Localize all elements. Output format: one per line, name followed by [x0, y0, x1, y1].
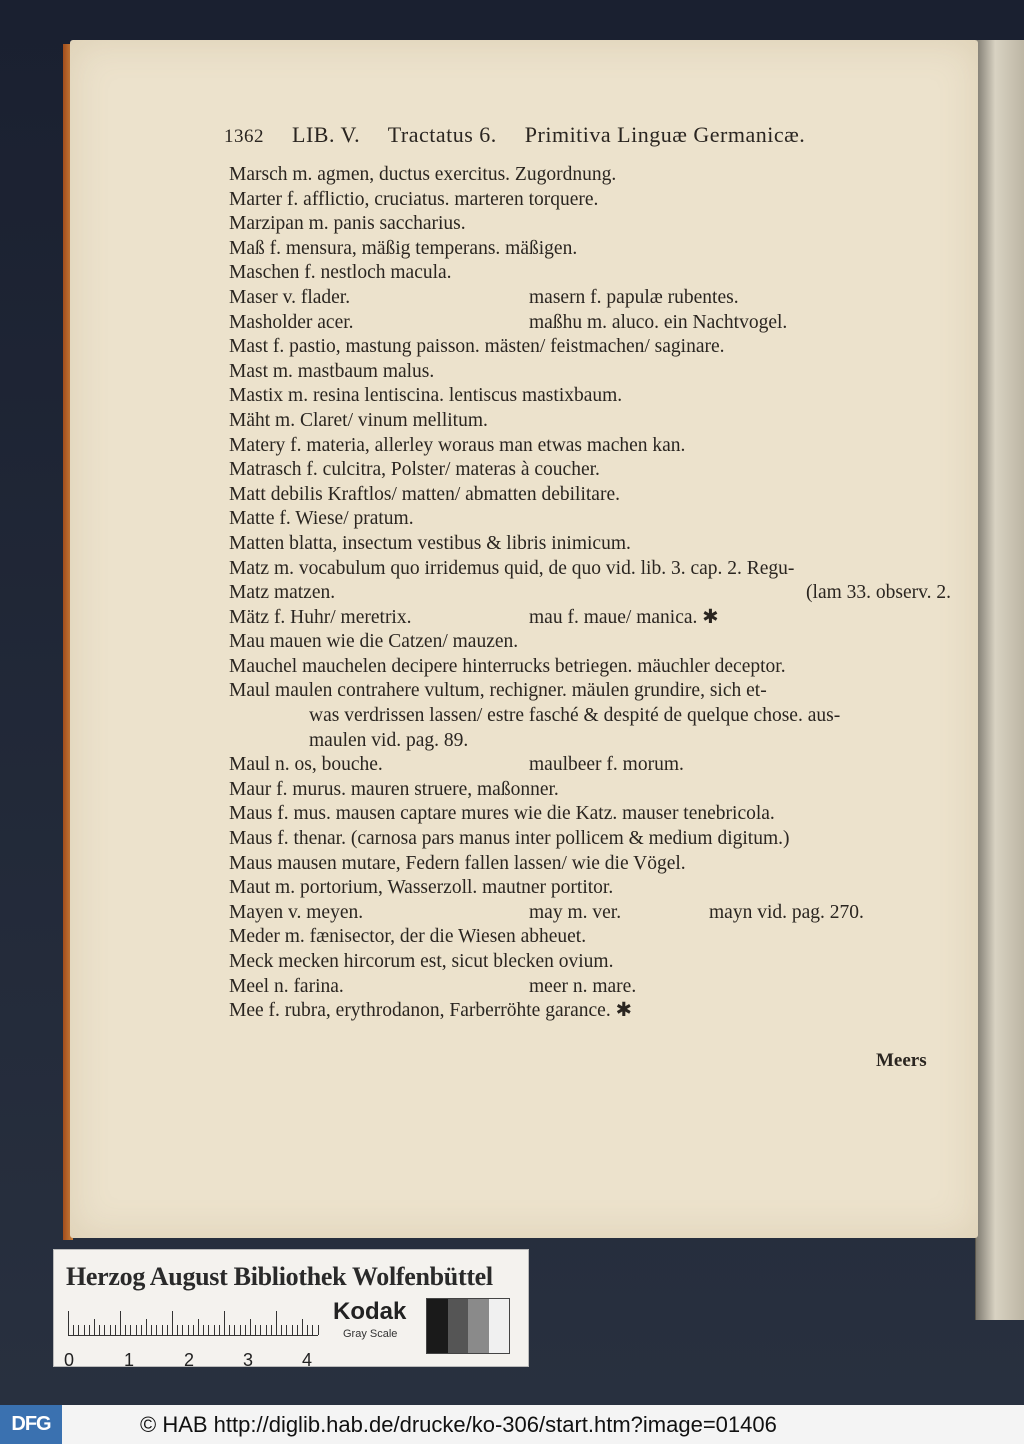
running-head-treatise: Tractatus 6.: [387, 122, 497, 147]
entry-line: [229, 311, 959, 336]
entry-line: [229, 188, 959, 213]
ruler-tick: [177, 1325, 178, 1335]
ruler-tick: [182, 1325, 183, 1335]
ruler-tick: [208, 1325, 209, 1335]
ruler-tick: [245, 1325, 246, 1335]
ruler-tick: [110, 1325, 111, 1335]
entry-text: Maser v. flader.: [229, 286, 351, 308]
ruler-number: 3: [243, 1350, 254, 1370]
ruler-tick: [219, 1325, 220, 1335]
gray-scale-label: Gray Scale: [343, 1328, 398, 1340]
entry-text: Mätz f. Huhr/ meretrix.: [229, 606, 412, 628]
ruler-tick: [130, 1325, 131, 1335]
ruler-tick: [89, 1325, 90, 1335]
ruler-tick: [286, 1325, 287, 1335]
ruler-tick: [302, 1319, 303, 1335]
ruler-tick: [151, 1325, 152, 1335]
entry-text: Maus f. mus. mausen captare mures wie die Katz. mauser tenebricola.: [229, 803, 775, 825]
running-head: [224, 122, 827, 148]
swatch-light: [489, 1299, 510, 1353]
ruler-tick: [312, 1325, 313, 1335]
entry-text: Matz matzen.: [229, 582, 336, 604]
ruler-tick: [240, 1325, 241, 1335]
ruler-tick: [94, 1319, 95, 1335]
entry-line: [229, 876, 959, 901]
dfg-logo: DFG: [0, 1405, 62, 1444]
entry-line: [229, 458, 959, 483]
entry-line: [229, 557, 959, 582]
entry-text: Mast f. pastio, mastung paisson. mästen/ feistmachen/ saginare.: [229, 336, 725, 358]
entry-line: [229, 802, 959, 827]
entry-line: [229, 163, 959, 188]
ruler-tick: [193, 1325, 194, 1335]
catchword: Meers: [876, 1050, 927, 1071]
entry-text: Meder m. fænisector, der die Wiesen abheuet.: [229, 926, 587, 948]
entry-line: [229, 655, 959, 680]
ruler-tick: [214, 1325, 215, 1335]
entry-text: Maur f. murus. mauren struere, maßonner.: [229, 778, 559, 800]
entry-text: Maschen f. nestloch macula.: [229, 262, 452, 284]
entry-line: [229, 237, 959, 262]
entry-second-column: masern f. papulæ rubentes.: [529, 286, 739, 308]
entry-text: Marsch m. agmen, ductus exercitus. Zugordnung.: [229, 164, 617, 185]
ruler-tick: [281, 1325, 282, 1335]
swatch-black: [427, 1299, 448, 1353]
gray-scale-swatches: [426, 1298, 510, 1354]
ruler-tick: [115, 1325, 116, 1335]
entry-text: Matz m. vocabulum quo irridemus quid, de quo vid. lib. 3. cap. 2. Regu-: [229, 557, 795, 579]
ruler-tick: [234, 1325, 235, 1335]
entry-text: Maß f. mensura, mäßig temperans. mäßigen.: [229, 237, 578, 259]
entry-line: [229, 286, 959, 311]
entry-line: [229, 261, 959, 286]
entry-text: was verdrissen lassen/ estre fasché & despité de quelque chose. aus-: [309, 705, 841, 727]
entry-line: [229, 925, 959, 950]
ruler-tick: [297, 1325, 298, 1335]
entry-line: [229, 852, 959, 877]
ruler-tick: [78, 1325, 79, 1335]
entry-line: [229, 384, 959, 409]
entry-text: Mast m. mastbaum malus.: [229, 360, 435, 382]
entry-text: Meck mecken hircorum est, sicut blecken ovium.: [229, 951, 614, 972]
source-url[interactable]: © HAB http://diglib.hab.de/drucke/ko-306/start.htm?image=01406: [140, 1412, 777, 1437]
ruler-tick: [156, 1325, 157, 1335]
ruler-tick: [250, 1319, 251, 1335]
swatch-dark: [448, 1299, 469, 1353]
entry-line: [229, 999, 959, 1024]
entry-text: Matte f. Wiese/ pratum.: [229, 508, 414, 530]
entry-line: [229, 360, 959, 385]
ruler-tick: [271, 1325, 272, 1335]
entry-second-column: mau f. maue/ manica. ✱: [529, 606, 719, 628]
swatch-mid: [468, 1299, 489, 1353]
entry-line: [229, 212, 959, 237]
ruler-tick: [68, 1311, 69, 1335]
measurement-ruler: [68, 1310, 318, 1336]
ruler-tick: [172, 1311, 173, 1335]
entry-line: [229, 335, 959, 360]
ruler-tick: [104, 1325, 105, 1335]
page-number: 1362: [224, 126, 264, 147]
entry-line: [229, 630, 959, 655]
ruler-tick: [84, 1325, 85, 1335]
entry-line: [229, 532, 959, 557]
entry-line: [229, 950, 959, 975]
ruler-tick: [141, 1325, 142, 1335]
entry-text: Mauchel mauchelen decipere hinterrucks betriegen. mäuchler deceptor.: [229, 655, 786, 677]
ruler-tick: [99, 1325, 100, 1335]
entry-text: Maut m. portorium, Wasserzoll. mautner portitor.: [229, 877, 614, 899]
entry-text: Mayen v. meyen.: [229, 901, 364, 923]
entry-text: Maus mausen mutare, Federn fallen lassen/ wie die Vögel.: [229, 852, 686, 874]
entry-text: Maul n. os, bouche.: [229, 754, 383, 776]
ruler-tick: [198, 1319, 199, 1335]
ruler-number: 4: [302, 1350, 313, 1370]
entry-text: Mau mauen wie die Catzen/ mauzen.: [229, 631, 519, 653]
ruler-number: 0: [64, 1350, 75, 1370]
dictionary-entries: [229, 163, 959, 1024]
entry-line: [229, 679, 959, 704]
entry-second-column: may m. ver.: [529, 901, 622, 923]
ruler-tick: [266, 1325, 267, 1335]
entry-text: Maul maulen contrahere vultum, rechigner. mäulen grundire, sich et-: [229, 680, 767, 702]
entry-line: [229, 507, 959, 532]
entry-text: Matery f. materia, allerley woraus man etwas machen kan.: [229, 434, 686, 456]
ruler-tick: [136, 1325, 137, 1335]
entry-second-column: maßhu m. aluco. ein Nachtvogel.: [529, 311, 788, 333]
entry-text: Masholder acer.: [229, 311, 354, 333]
entry-text: Maus f. thenar. (carnosa pars manus inter pollicem & medium digitum.): [229, 828, 790, 850]
running-head-book: LIB. V.: [292, 122, 361, 147]
ruler-tick: [276, 1311, 277, 1335]
library-name: Herzog August Bibliothek Wolfenbüttel: [66, 1262, 493, 1291]
ruler-tick: [292, 1325, 293, 1335]
entry-right-continuation: (lam 33. observ. 2.: [806, 582, 951, 604]
ruler-tick: [318, 1325, 319, 1335]
entry-line: [229, 901, 959, 926]
entry-line: [229, 753, 959, 778]
entry-text: Matten blatta, insectum vestibus & libris inimicum.: [229, 532, 631, 554]
ruler-tick: [188, 1325, 189, 1335]
entry-text: Meel n. farina.: [229, 975, 344, 997]
adjacent-page-edge: [975, 40, 1024, 1320]
ruler-tick: [229, 1325, 230, 1335]
running-head-title: Primitiva Linguæ Germanicæ.: [524, 122, 806, 147]
ruler-tick: [260, 1325, 261, 1335]
ruler-tick: [307, 1325, 308, 1335]
entry-line: [229, 581, 959, 606]
entry-text: Mäht m. Claret/ vinum mellitum.: [229, 409, 488, 431]
entry-text: Matt debilis Kraftlos/ matten/ abmatten debilitare.: [229, 483, 620, 505]
entry-line: [229, 975, 959, 1000]
footer-bar: [0, 1405, 1024, 1444]
entry-line: [229, 827, 959, 852]
entry-text: Marter f. afflictio, cruciatus. marteren torquere.: [229, 188, 599, 210]
entry-second-column: meer n. mare.: [529, 975, 637, 997]
ruler-tick: [255, 1325, 256, 1335]
entry-text: maulen vid. pag. 89.: [309, 729, 469, 751]
ruler-tick: [224, 1311, 225, 1335]
ruler-tick: [125, 1325, 126, 1335]
ruler-tick: [162, 1325, 163, 1335]
entry-line: [229, 729, 959, 754]
entry-text: Matrasch f. culcitra, Polster/ materas à coucher.: [229, 459, 600, 481]
entry-line: [229, 409, 959, 434]
entry-text: Mee f. rubra, erythrodanon, Farberröhte garance. ✱: [229, 1000, 632, 1022]
ruler-tick: [146, 1319, 147, 1335]
entry-line: [229, 434, 959, 459]
ruler-tick: [167, 1325, 168, 1335]
entry-third-column: mayn vid. pag. 270.: [709, 901, 864, 923]
ruler-number: 2: [184, 1350, 195, 1370]
entry-text: Mastix m. resina lentiscina. lentiscus mastixbaum.: [229, 385, 623, 407]
ruler-tick: [203, 1325, 204, 1335]
entry-line: [229, 606, 959, 631]
ruler-number: 1: [124, 1350, 135, 1370]
ruler-tick: [120, 1311, 121, 1335]
entry-line: [229, 483, 959, 508]
ruler-tick: [73, 1325, 74, 1335]
entry-second-column: maulbeer f. morum.: [529, 754, 684, 776]
entry-line: [229, 704, 959, 729]
entry-text: Marzipan m. panis saccharius.: [229, 213, 466, 235]
kodak-logo: Kodak: [333, 1298, 407, 1325]
entry-line: [229, 778, 959, 803]
